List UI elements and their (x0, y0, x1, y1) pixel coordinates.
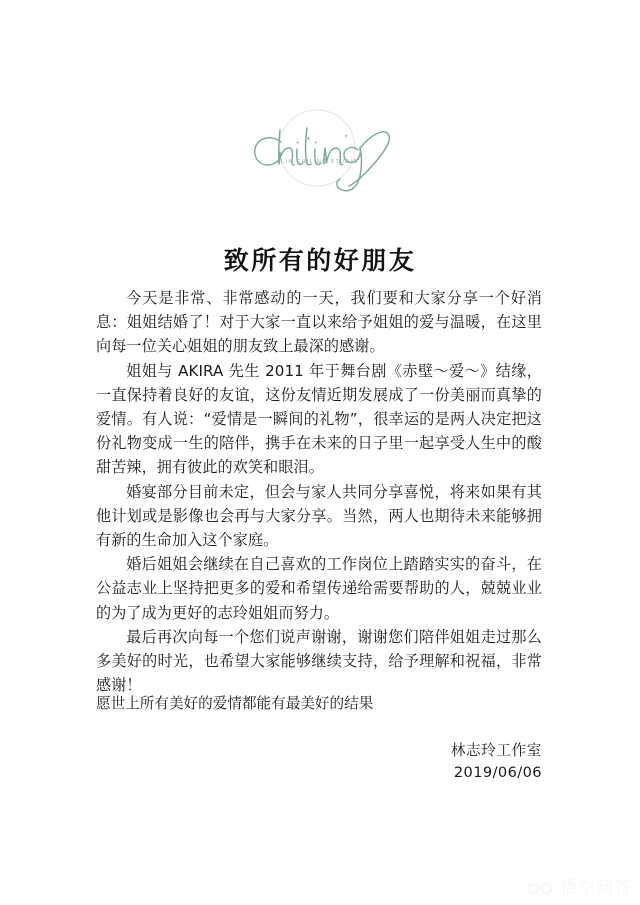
watermark-text: 悟空问答 (560, 878, 632, 898)
watermark-logo-icon (527, 881, 553, 896)
letter-paragraph: 姐姐与 AKIRA 先生 2011 年于舞台剧《赤壁～爱～》结缘，一直保持着良好的友谊，这份友情近期发展成了一份美丽而真挚的爱情。有人说：“爱情是一瞬间的礼物”，很幸运的是两人决定把这份礼物变成一生的陪伴，携手在未来的日子里一起享受人生中的酸甜苦辣，拥有彼此的欢笑和眼泪。 (96, 361, 542, 477)
letter-paragraph: 最后再次向每一个您们说声谢谢，谢谢您们陪伴姐姐走过那么多美好的时光，也希望大家能够继续支持，给予理解和祝福，非常感谢！ (96, 627, 542, 695)
chiling-script-icon (225, 104, 415, 196)
blessing-line: 愿世上所有美好的爱情都能有最美好的结果 (96, 695, 374, 712)
letter-paragraph: 婚后姐姐会继续在自己喜欢的工作岗位上踏踏实实的奋斗，在公益志业上坚持把更多的爱和希望传递给需要帮助的人，兢兢业业的为了成为更好的志玲姐姐而努力。 (96, 555, 542, 622)
page-title: 致所有的好朋友 (223, 245, 417, 275)
letter-paragraph: 今天是非常、非常感动的一天，我们要和大家分享一个好消息：姐姐结婚了！对于大家一直以来给予姐姐的爱与温暖，在这里向每一位关心姐姐的朋友致上最深的感谢。 (96, 289, 542, 356)
studio-logo-wrap (225, 104, 415, 196)
letter-body (96, 286, 542, 697)
watermark (527, 880, 632, 897)
studio-logo-subtitle: LIN CHILING STUDIO (281, 159, 359, 165)
letter-paragraph: 婚宴部分目前未定，但会与家人共同分享喜悦，将来如果有其他计划或是影像也会再与大家分享。当然，两人也期待未来能够拥有新的生命加入这个家庭。 (96, 482, 542, 550)
signature-name: 林志玲工作室 (450, 742, 542, 759)
studio-logo (0, 104, 640, 196)
signature-date: 2019/06/06 (453, 764, 542, 781)
signature-block (96, 740, 542, 784)
